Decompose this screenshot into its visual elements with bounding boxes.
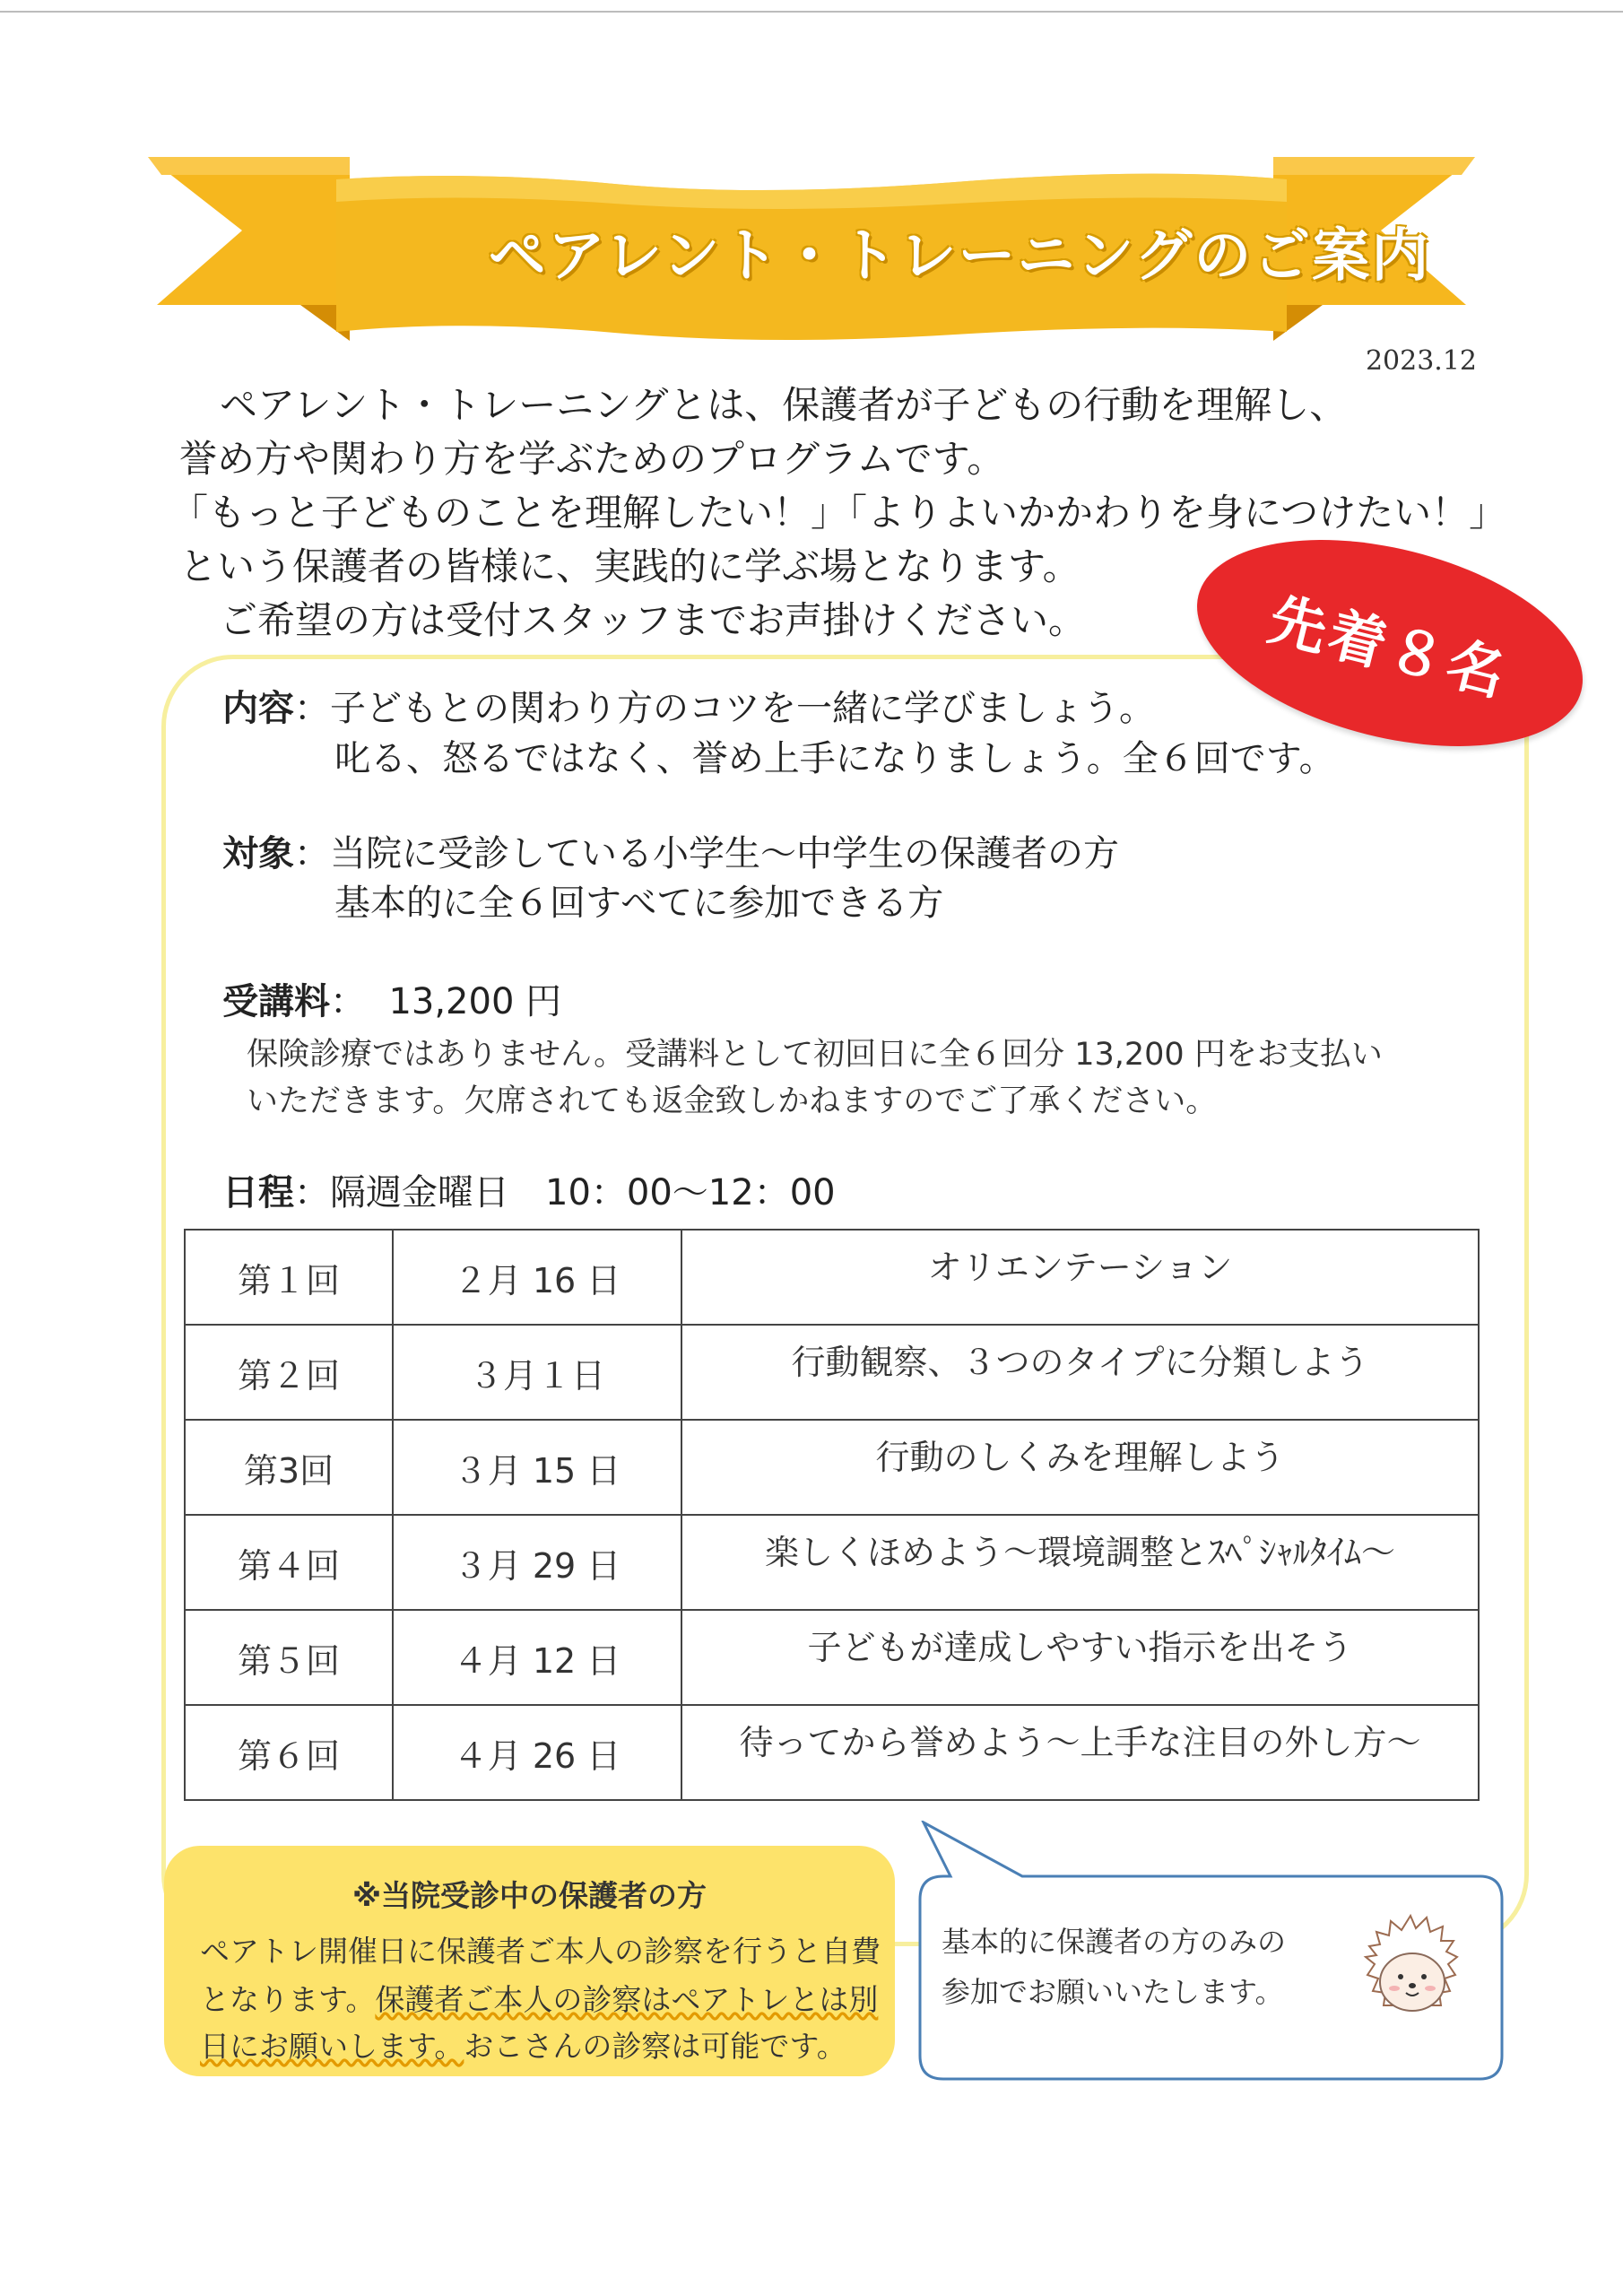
content-row-1: 内容：子どもとの関わり方のコツを一緒に学びましょう。 bbox=[222, 688, 1155, 729]
intro-line: という保護者の皆様に、実践的に学ぶ場となります。 bbox=[179, 544, 1081, 588]
hedgehog-icon bbox=[1358, 1901, 1466, 2036]
target-label: 対象 bbox=[222, 833, 294, 874]
target-text: 当院に受診している小学生～中学生の保護者の方 bbox=[330, 833, 1119, 874]
top-rule bbox=[0, 11, 1623, 13]
notice-text: となります。 bbox=[200, 1982, 376, 2017]
fee-note-1: 保険診療ではありません。受講料として初回日に全６回分 13,200 円をお支払い bbox=[247, 1037, 1383, 1073]
issue-date: 2023.12 bbox=[1365, 345, 1477, 377]
table-row bbox=[185, 1610, 1479, 1705]
session-cell: 第２回 bbox=[185, 1325, 393, 1420]
session-cell: 第１回 bbox=[185, 1230, 393, 1325]
target-text-2: 基本的に全６回すべてに参加できる方 bbox=[334, 883, 944, 924]
content-text: 子どもとの関わり方のコツを一緒に学びましょう。 bbox=[330, 688, 1155, 729]
fee-note-2: いただきます。欠席されても返金致しかねますのでご了承ください。 bbox=[247, 1083, 1218, 1119]
notice-line-1: ペアトレ開催日に保護者ご本人の診察を行うと自費 bbox=[200, 1934, 881, 1969]
session-cell: 第４回 bbox=[185, 1515, 393, 1610]
notice-title: ※当院受診中の保護者の方 bbox=[352, 1878, 707, 1913]
date-cell: ４月 26 日 bbox=[393, 1705, 681, 1800]
topic-cell: 子どもが達成しやすい指示を出そう bbox=[681, 1610, 1479, 1705]
topic-cell: オリエンテーション bbox=[681, 1230, 1479, 1325]
notice-underlined-text: 保護者ご本人の診察はペアトレとは別 bbox=[375, 1982, 879, 2017]
banner-title: ペアレント・トレーニングのご案内 bbox=[488, 223, 1431, 290]
topic-cell: 行動のしくみを理解しよう bbox=[681, 1420, 1479, 1515]
table-row bbox=[185, 1515, 1479, 1610]
topic-cell: 待ってから誉めよう～上手な注目の外し方～ bbox=[681, 1705, 1479, 1800]
date-cell: ３月 15 日 bbox=[393, 1420, 681, 1515]
intro-line: 「もっと子どものことを理解したい！」「よりよいかかわりを身につけたい！」 bbox=[170, 491, 1507, 535]
fee-amount: 13,200 円 bbox=[388, 981, 562, 1022]
target-row-1: 対象：当院に受診している小学生～中学生の保護者の方 bbox=[222, 833, 1119, 874]
intro-line: 誉め方や関わり方を学ぶためのプログラムです。 bbox=[179, 437, 1005, 481]
schedule-value: 隔週金曜日 10：00～12：00 bbox=[330, 1172, 836, 1213]
content-text-2: 叱る、怒るではなく、誉め上手になりましょう。全６回です。 bbox=[334, 738, 1335, 779]
notice-line-2 bbox=[200, 1977, 878, 2019]
table-row bbox=[185, 1230, 1479, 1325]
first-come-badge: 先着８名 bbox=[1176, 504, 1604, 782]
date-cell: ３月 29 日 bbox=[393, 1515, 681, 1610]
table-row bbox=[185, 1420, 1479, 1515]
session-cell: 第６回 bbox=[185, 1705, 393, 1800]
session-cell: 第５回 bbox=[185, 1610, 393, 1705]
intro-line: ペアレント・トレーニングとは、保護者が子どもの行動を理解し、 bbox=[220, 383, 1348, 427]
intro-line: ご希望の方は受付スタッフまでお声掛けください。 bbox=[220, 598, 1087, 642]
topic-cell: 楽しくほめよう～環境調整とｽﾍﾟｼｬﾙﾀｲﾑ～ bbox=[681, 1515, 1479, 1610]
content-label: 内容 bbox=[222, 688, 294, 729]
session-cell: 第3回 bbox=[185, 1420, 393, 1515]
date-cell: ３月１日 bbox=[393, 1325, 681, 1420]
topic-cell: 行動観察、３つのタイプに分類しよう bbox=[681, 1325, 1479, 1420]
notice-line-3 bbox=[200, 2023, 846, 2066]
date-cell: ４月 12 日 bbox=[393, 1610, 681, 1705]
notice-text: おこさんの診察は可能です。 bbox=[464, 2029, 846, 2064]
fee-label: 受講料 bbox=[222, 981, 330, 1022]
patient-notice-box bbox=[164, 1846, 895, 2076]
bubble-line-1: 基本的に保護者の方のみの bbox=[942, 1925, 1287, 1959]
schedule-row: 日程：隔週金曜日 10：00～12：00 bbox=[222, 1172, 836, 1213]
schedule-table bbox=[184, 1229, 1480, 1801]
table-row bbox=[185, 1705, 1479, 1800]
schedule-label: 日程 bbox=[222, 1172, 294, 1213]
date-cell: ２月 16 日 bbox=[393, 1230, 681, 1325]
bubble-line-2: 参加でお願いいたします。 bbox=[942, 1975, 1284, 2009]
fee-row: 受講料： 13,200 円 bbox=[222, 981, 562, 1022]
notice-underlined-text: 日にお願いします。 bbox=[200, 2029, 464, 2064]
table-row bbox=[185, 1325, 1479, 1420]
